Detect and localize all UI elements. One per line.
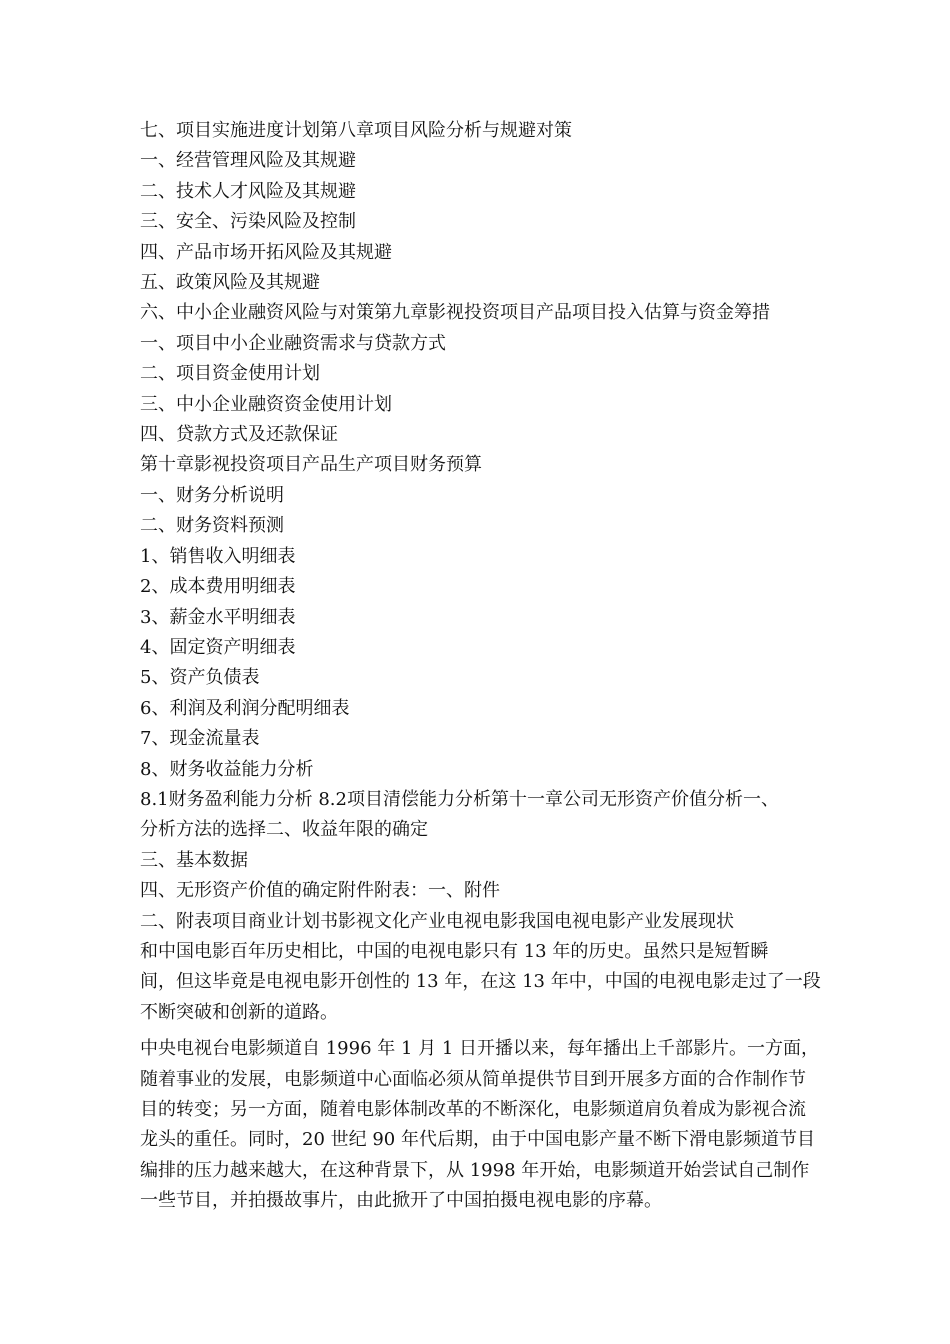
toc-line: 二、项目资金使用计划 <box>140 363 320 385</box>
toc-line: 七、项目实施进度计划第八章项目风险分析与规避对策 <box>140 120 572 141</box>
toc-line: 二、附表项目商业计划书影视文化产业电视电影我国电视电影产业发展现状 <box>140 910 734 932</box>
toc-line: 一、项目中小企业融资需求与贷款方式 <box>140 332 446 354</box>
paragraph-line-text: 中央电视台电影频道自 1996 年 1 月 1 日开播以来，每年播出上千部影片。一方面， <box>140 1038 820 1060</box>
toc-line: 2、成本费用明细表 <box>140 576 296 598</box>
toc-line: 二、财务资料预测 <box>140 515 284 537</box>
paragraph-line <box>140 937 860 967</box>
body-paragraph <box>140 937 860 1028</box>
toc-line: 8、财务收益能力分析 <box>140 758 314 780</box>
paragraph-line: 编排的压力越来越大，在这种背景下，从 1998 年开始，电影频道开始尝试自己制作 <box>140 1159 810 1181</box>
toc-line: 8.1财务盈利能力分析 8.2项目清偿能力分析第十一章公司无形资产价值分析一、 <box>140 788 779 810</box>
toc-line: 分析方法的选择二、收益年限的确定 <box>140 819 428 841</box>
document-body <box>140 116 860 1217</box>
paragraph-line: 不断突破和创新的道路。 <box>140 1001 338 1023</box>
toc-line: 6、利润及利润分配明细表 <box>140 697 350 719</box>
toc-line: 四、产品市场开拓风险及其规避 <box>140 241 392 263</box>
toc-line: 四、无形资产价值的确定附件附表：一、附件 <box>140 880 500 902</box>
toc-line: 1、销售收入明细表 <box>140 545 296 567</box>
paragraph-line: 一些节目，并拍摄故事片，由此掀开了中国拍摄电视电影的序幕。 <box>140 1190 662 1212</box>
toc-line: 六、中小企业融资风险与对策第九章影视投资项目产品项目投入估算与资金筹措 <box>140 302 770 324</box>
toc-line: 第十章影视投资项目产品生产项目财务预算 <box>140 454 482 476</box>
paragraph-line-text: 和中国电影百年历史相比，中国的电视电影只有 13 年的历史。虽然只是短暂瞬 <box>140 940 769 962</box>
toc-line: 7、现金流量表 <box>140 728 260 750</box>
paragraph-line: 间，但这毕竟是电视电影开创性的 13 年，在这 13 年中，中国的电视电影走过了一段 <box>140 971 821 993</box>
toc-line: 三、安全、污染风险及控制 <box>140 211 356 233</box>
body-paragraph <box>140 1034 860 1216</box>
toc-line: 5、资产负债表 <box>140 667 260 689</box>
toc-line: 三、基本数据 <box>140 849 248 871</box>
toc-line: 五、政策风险及其规避 <box>140 272 320 294</box>
paragraph-line: 目的转变；另一方面，随着电影体制改革的不断深化，电影频道肩负着成为影视合流 <box>140 1099 806 1120</box>
toc-line: 一、财务分析说明 <box>140 484 284 506</box>
paragraph-line: 龙头的重任。同时，20 世纪 90 年代后期，由于中国电影产量不断下滑电影频道节目 <box>140 1129 815 1151</box>
paragraph-line <box>140 1034 860 1064</box>
toc-line: 4、固定资产明细表 <box>140 636 296 658</box>
paragraph-line: 随着事业的发展，电影频道中心面临必须从简单提供节目到开展多方面的合作制作节 <box>140 1068 806 1090</box>
toc-list <box>140 116 860 937</box>
toc-line: 三、中小企业融资资金使用计划 <box>140 393 392 415</box>
toc-line: 二、技术人才风险及其规避 <box>140 180 356 202</box>
toc-line: 3、薪金水平明细表 <box>140 606 296 628</box>
toc-line: 四、贷款方式及还款保证 <box>140 424 338 446</box>
toc-line: 一、经营管理风险及其规避 <box>140 150 356 172</box>
